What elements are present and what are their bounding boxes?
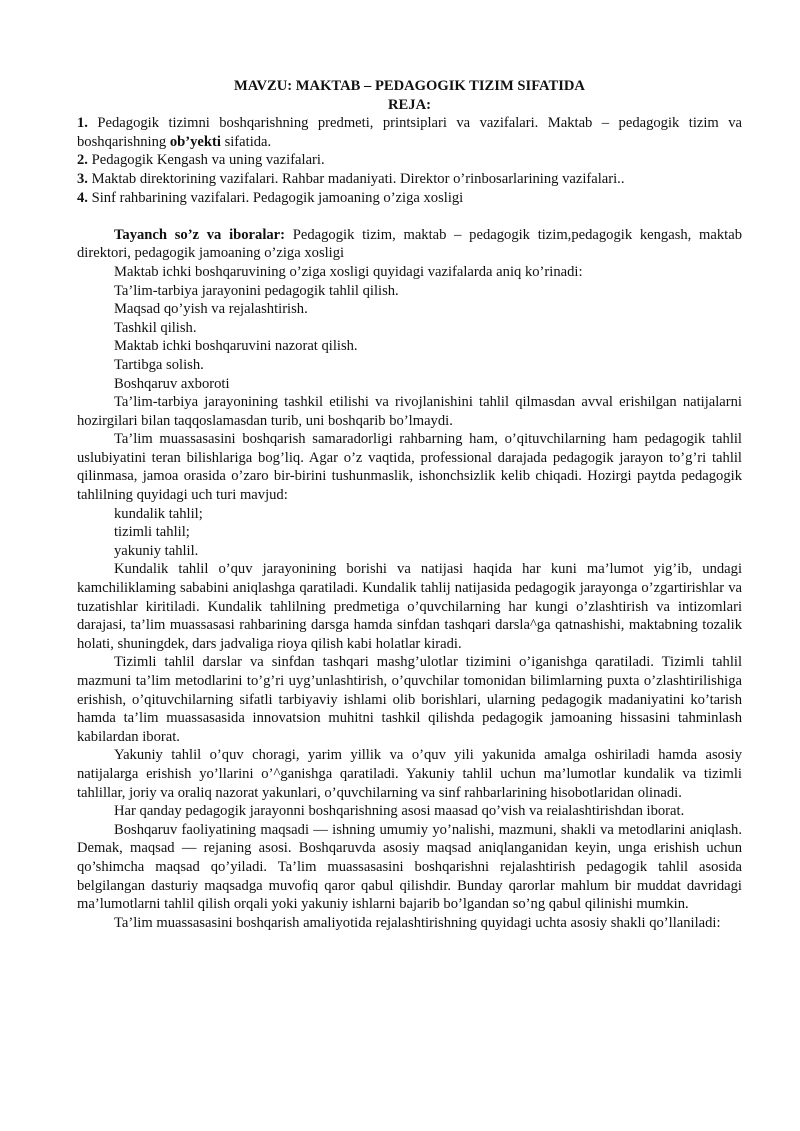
plan-item-number: 4. [77,189,88,206]
plan-item-text: Pedagogik Kengash va uning vazifalari. [87,152,325,169]
function-item: Tartibga solish. [114,356,204,373]
body-paragraph: Yakuniy tahlil o’quv choragi, yarim yillik va o’quv yili yakunida amalga oshiriladi hamda asosiy natijalarga erishish yo’llarini o’^ganishga qaratiladi. Yakuniy tahlil uchun ma’lumotlar kundalik va tizimli tahlillar, joriy va oraliq nazorat yakunlari, o’quvchilarning va sinf rahbarlarining hisobotlaridan olinadi. [77,747,742,801]
plan-heading: REJA: [388,96,431,113]
body-paragraph: Ta’lim-tarbiya jarayonining tashkil etilishi va rivojlanishini tahlil qilmasdan avval erishilgan natijalarni hozirgilari bilan taqqoslamasdan turib, uni boshqarib bo’lmaydi. [77,394,742,429]
intro-line: Maktab ichki boshqaruvining o’ziga xosligi quyidagi vazifalarda aniq ko’rinadi: [114,263,583,280]
plan-item-number: 1. [77,115,88,132]
body-paragraph: Ta’lim muassasasini boshqarish amaliyotida rejalashtirishning quyidagi uchta asosiy shakli qo’llaniladi: [114,914,721,931]
analysis-type-item: tizimli tahlil; [114,524,190,541]
plan-item-bold: ob’yekti [169,133,221,150]
function-item: Boshqaruv axboroti [114,375,230,392]
analysis-type-item: kundalik tahlil; [114,505,203,522]
keywords-paragraph [77,226,742,263]
body-paragraph: Ta’lim muassasasini boshqarish samaradorligi rahbarning ham, o’qituvchilarning ham pedagogik tahlil uslubiyatini teran bilishlariga bog’liq. Agar o’z vaqtida, professional darajada pedagogik jarayon to’g’ri tahlil qilinmasa, jamoa orasida o’zaro bir-birini tushunmaslik, ishonchsizlik kelib chiqadi. Hozirgi paytda pedagogik tahlilning quyidagi uch turi mavjud: [77,431,742,504]
plan-item-4 [77,189,742,208]
function-item: Tashkil qilish. [114,319,197,336]
plan-item-text: Pedagogik tizimni boshqarishning predmeti, printsiplari va vazifalari. Maktab – pedagogik tizim va boshqarishning [77,115,742,150]
analysis-type-item: yakuniy tahlil. [114,542,199,559]
body-paragraph: Boshqaruv faoliyatining maqsadi — ishning umumiy yo’nalishi, mazmuni, shakli va metodlarini aniqlash. Demak, maqsad — rejaning asosi. Boshqaruvda asosiy maqsad aniqlanganidan keyin, unga erishish uchun qo’shimcha maqsad qo’yiladi. Ta’lim muassasasini boshqarishni rejalashtirish pedagogik tahlil asosida belgilangan dasturiy maqsadga muvofiq qaror qabul qilishdir. Bunday qarorlar mahlum bir muddat davridagi ma’lumotlarni tahlil qilish orqali yoki yakuniy ishlarni bajarib bo’lgandan so’ng qabul qilinishi mumkin. [77,821,742,913]
plan-item-text: Sinf rahbarining vazifalari. Pedagogik jamoaning o’ziga xosligi [87,189,464,206]
keywords-text: Pedagogik tizim, maktab – pedagogik tizim,pedagogik kengash, maktab direktori, pedagogik jamoaning o’ziga xosligi [77,226,743,262]
plan-item-3 [77,170,742,189]
plan-item-text-end: sifatida. [220,133,272,150]
function-item: Maqsad qo’yish va rejalashtirish. [114,301,308,318]
plan-item-2 [77,151,742,170]
function-item: Ta’lim-tarbiya jarayonini pedagogik tahlil qilish. [114,282,399,299]
body-paragraph: Har qanday pedagogik jarayonni boshqarishning asosi maasad qo’vish va reialashtirishdan iborat. [114,803,685,820]
function-item: Maktab ichki boshqaruvini nazorat qilish. [114,338,358,355]
plan-item-text: Maktab direktorining vazifalari. Rahbar madaniyati. Direktor o’rinbosarlarining vazifalari.. [87,170,625,187]
body-paragraph: Kundalik tahlil o’quv jarayonining borishi va natijasi haqida har kuni ma’lumot yig’ib, undagi kamchiliklaming sababini aniqlashga qaratiladi. Kundalik tahlij natijasida pedagogik jarayonga o’zgartirishlar va tuzatishlar kiritiladi. Kundalik tahlilning predmetiga o’quvchilarning har kungi o’zlashtirish va intizomlari darajasi, ta’lim muassasasi rahbarining darsga hamda sinfdan tashqari darsla^ga qatnashishi, maktabning tozalik holati, shuningdek, dars jadvaliga rioya qilish kabi holatlar kiradi. [77,561,742,652]
page-title: MAVZU: MAKTAB – PEDAGOGIK TIZIM SIFATIDA [234,78,585,94]
body-paragraph: Tizimli tahlil darslar va sinfdan tashqari mashg’ulotlar tizimini o’iganishga qaratiladi. Tizimli tahlil mazmuni ta’lim metodlarini to’g’ri uyg’unlashtirish, o’quvchilar tomonidan bilimlarning puxta o’zlashtirilishiga erishish, o’qituvchilarning sifatli tarbiyaviy ishlami olib borishlari, ularning pedagogik madaniyatini ko’tarish hamda ta’lim muassasasida innovatsion muhitni tashkil qilishda pedagogik jamoaning hissasini tahminlash kabilardan iborat. [77,654,742,745]
keywords-label: Tayanch so’z va iboralar: [114,226,286,243]
plan-item-number: 2. [77,152,88,169]
plan-item-number: 3. [77,170,88,187]
plan-item-1 [77,114,742,151]
